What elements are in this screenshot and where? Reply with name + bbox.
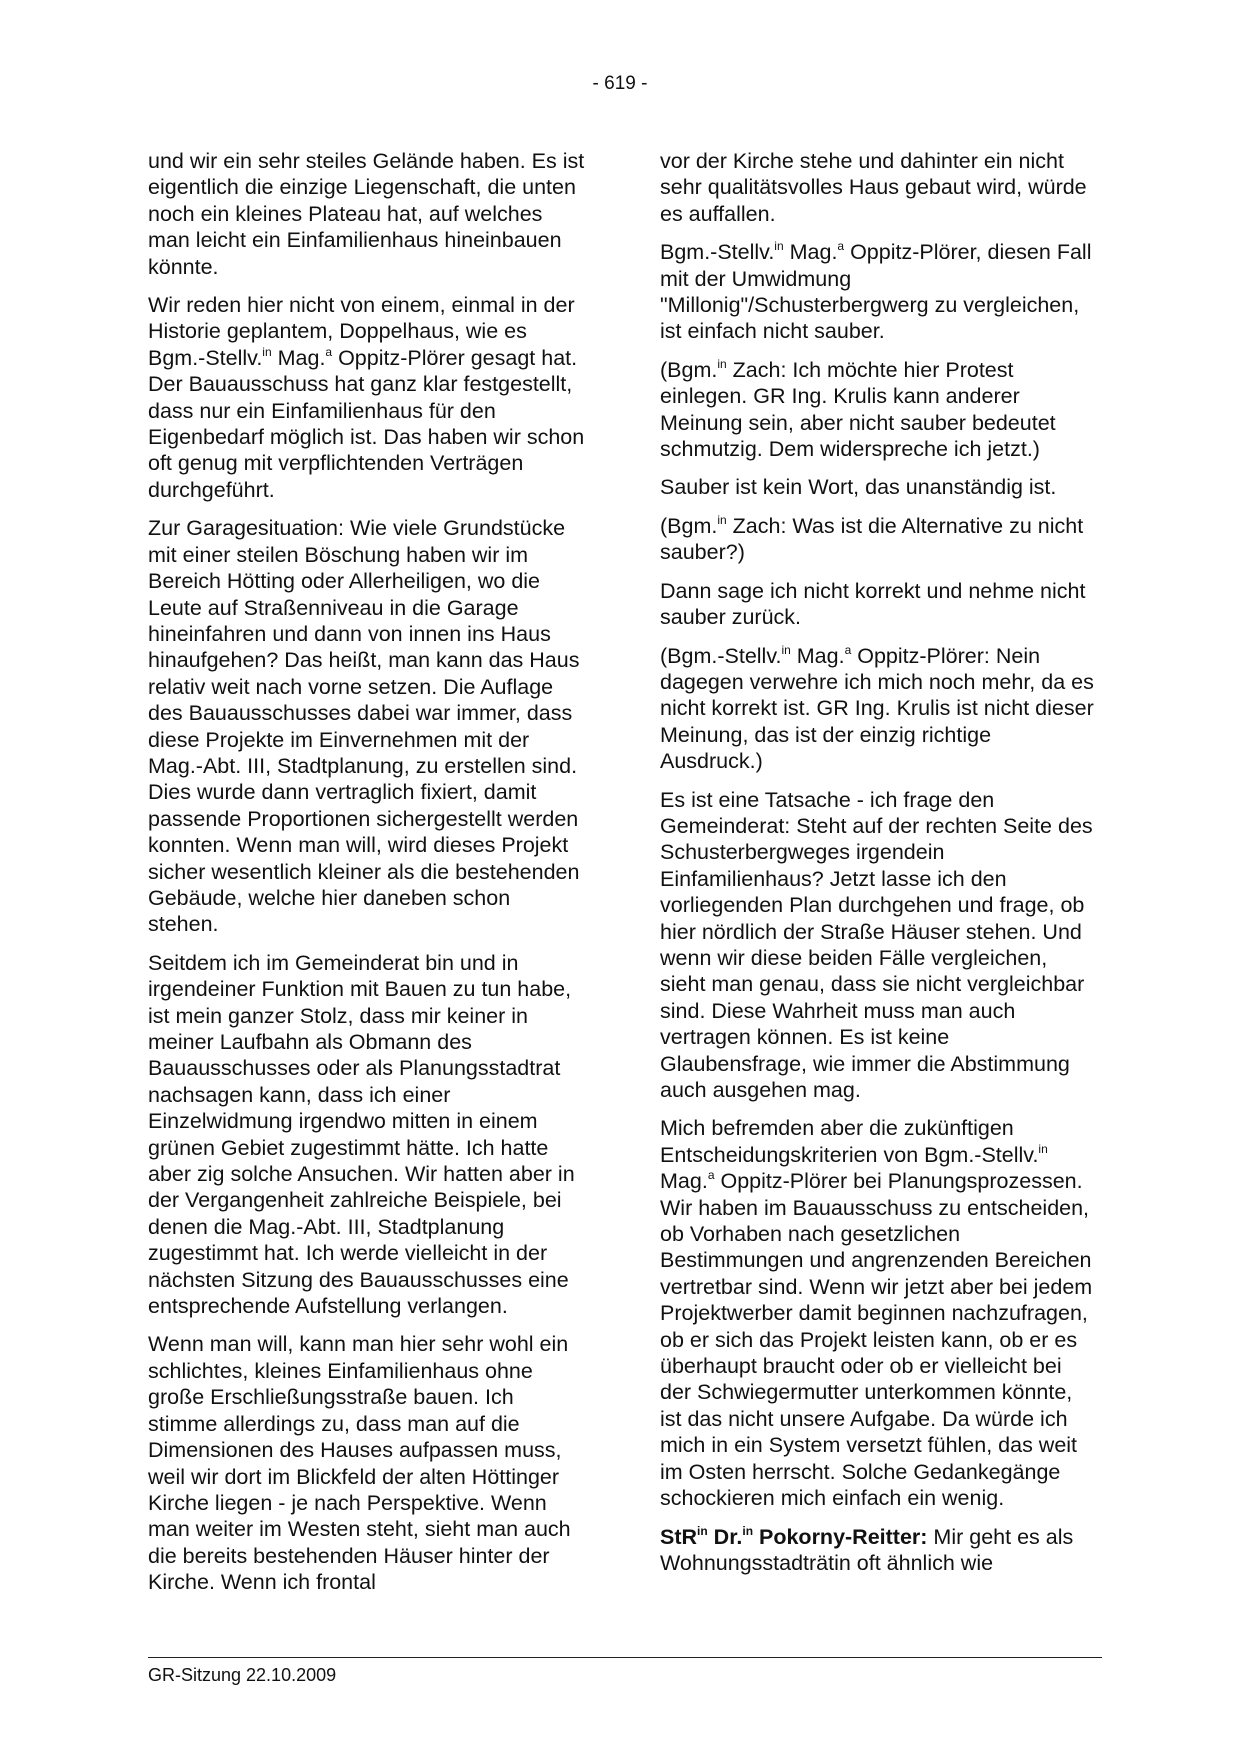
speaker-name-part: Dr. [707,1524,743,1549]
paragraph [660,239,1098,345]
paragraph: vor der Kirche stehe und dahinter ein nicht sehr qualitätsvolles Haus gebaut wird, würde es auffallen. [660,149,1087,226]
paragraph: Dann sage ich nicht korrekt und nehme nicht sauber zurück. [660,578,1086,630]
page-number: - 619 - [592,73,648,94]
superscript: in [1038,1141,1048,1156]
superscript: in [781,642,791,657]
superscript: in [717,356,727,371]
paragraph: Seitdem ich im Gemeinderat bin und in irgendeiner Funktion mit Bauen zu tun habe, ist mein ganzer Stolz, dass mir keiner in meiner Laufbahn als Obmann des Bauausschusses oder als Planungsstadtrat nachsagen kann, dass ich einer Einzelwidmung irgendwo mitten in einem grünen Gebiet zugestimmt hätte. Ich hatte aber zig solche Ansuchen. Wir hatten aber in der Vergangenheit zahlreiche Beispiele, bei denen die Mag.-Abt. III, Stadtplanung zugestimmt hat. Ich werde vielleicht in der nächsten Sitzung des Bauausschusses eine entsprechende Aufstellung verlangen. [148,950,575,1319]
superscript: a [707,1168,715,1183]
paragraph-text: Zach: Was ist die Alternative zu nicht sauber?) [660,513,1084,565]
superscript: in [774,239,784,254]
paragraph-text: Mag. [660,1169,708,1194]
paragraph-text: Oppitz-Plörer bei Planungsprozessen. Wir haben im Bauausschuss zu entscheiden, ob Vorhaben nach gesetzlichen Bestimmungen und angrenzenden Bereichen vertretbar sind. Wenn wir jetzt aber bei jedem Projektwerber damit beginnen nachzufragen, ob er sich das Projekt leisten kann, ob er es überhaupt braucht oder ob er vielleicht bei der Schwiegermutter unterkommen könnte, ist das nicht unsere Aufgabe. Da würde ich mich in ein System versetzt fühlen, das weit im Osten herrscht. Solche Gedankegänge schockieren mich einfach ein wenig. [660,1169,1093,1511]
paragraph: Zur Garagesituation: Wie viele Grundstücke mit einer steilen Böschung haben wir im Bereich Hötting oder Allerheiligen, wo die Leute auf Straßenniveau in die Garage hineinfahren und dann von innen ins Haus hinaufgehen? Das heißt, man kann das Haus relativ weit nach vorne setzen. Die Auflage des Bauausschusses dabei war immer, dass diese Projekte im Einvernehmen mit der Mag.-Abt. III, Stadtplanung, zu erstellen sind. Dies wurde dann vertraglich fixiert, damit passende Proportionen sichergestellt werden konnten. Wenn man will, wird dieses Projekt sicher wesentlich kleiner als die bestehenden Gebäude, welche hier daneben schon stehen. [148,516,580,937]
paragraph-text: Zach: Ich möchte hier Protest einlegen. GR Ing. Krulis kann anderer Meinung sein, aber nicht sauber bedeutet schmutzig. Dem widerspreche ich jetzt.) [660,357,1056,462]
paragraph [660,643,1098,775]
paragraph: Es ist eine Tatsache - ich frage den Gemeinderat: Steht auf der rechten Seite des Schusterbergweges irgendein Einfamilienhaus? Jetzt lasse ich den vorliegenden Plan durchgehen und frage, ob hier nördlich der Straße Häuser stehen. Und wenn wir diese beiden Fälle vergleichen, sieht man genau, dass sie nicht vergleichbar sind. Diese Wahrheit muss man auch vertragen können. Es ist keine Glaubensfrage, wie immer die Abstimmung auch ausgehen mag. [660,787,1093,1102]
paragraph-text: Mir geht es als Wohnungsstadträtin oft ähnlich wie [660,1524,1074,1575]
paragraph [660,1524,1098,1577]
speaker-name [660,1525,927,1549]
paragraph: Wenn man will, kann man hier sehr wohl ein schlichtes, kleines Einfamilienhaus ohne große Erschließungsstraße bauen. Ich stimme allerdings zu, dass man auf die Dimensionen des Hauses aufpassen muss, weil wir dort im Blickfeld der alten Höttinger Kirche liegen - je nach Perspektive. Wenn man weiter im Westen steht, sieht man auch die bereits bestehenden Häuser hinter der Kirche. Wenn ich frontal [148,1332,571,1595]
paragraph-text: (Bgm. [660,513,718,538]
right-column [660,148,1098,1588]
paragraph-text: Oppitz-Plörer, diesen Fall mit der Umwidmung "Millonig"/Schusterbergwerg zu vergleichen, ist einfach nicht sauber. [660,240,1092,344]
paragraph [660,1115,1098,1511]
paragraph-text: Bgm.-Stellv. [660,240,775,265]
superscript: a [844,642,852,657]
superscript: in [742,1523,754,1538]
paragraph-text: Oppitz-Plörer gesagt hat. Der Bauausschuss hat ganz klar festgestellt, dass nur ein Einfamilienhaus für den Eigenbedarf möglich ist. Das haben wir schon oft genug mit verpflichtenden Verträgen durchgeführt. [148,345,585,502]
paragraph [660,513,1098,566]
footer-session-date: GR-Sitzung 22.10.2009 [148,1665,337,1685]
superscript: in [717,512,727,527]
speaker-name-part: Pokorny-Reitter: [753,1524,928,1549]
paragraph [660,357,1098,463]
paragraph-text: Mag. [783,240,838,265]
paragraph-text: Mag. [790,643,845,668]
footer-divider [148,1657,1102,1658]
paragraph [148,292,586,503]
paragraph-text: Wir reden hier nicht von einem, einmal in der Historie geplantem, Doppelhaus, wie es Bgm.-Stellv. [148,293,575,370]
speaker-name-part: StR [660,1524,698,1549]
paragraph-text: Mag. [271,345,326,370]
superscript: a [325,344,333,359]
paragraph: und wir ein sehr steiles Gelände haben. Es ist eigentlich die einzige Liegenschaft, die unten noch ein kleines Plateau hat, auf welches man leicht ein Einfamilienhaus hineinbauen könnte. [148,149,585,279]
paragraph-text: Oppitz-Plörer: Nein dagegen verwehre ich mich noch mehr, da es nicht korrekt ist. GR Ing. Krulis ist nicht dieser Meinung, das ist der einzig richtige Ausdruck.) [660,643,1094,774]
superscript: in [262,344,272,359]
paragraph-text: (Bgm.-Stellv. [660,643,782,668]
superscript: in [697,1523,708,1538]
paragraph-text: Mich befremden aber die zukünftigen Entscheidungskriterien von Bgm.-Stellv. [660,1116,1039,1167]
paragraph: Sauber ist kein Wort, das unanständig ist. [660,475,1057,500]
left-column [148,148,586,1608]
paragraph-text: (Bgm. [660,357,718,382]
superscript: a [837,239,845,254]
